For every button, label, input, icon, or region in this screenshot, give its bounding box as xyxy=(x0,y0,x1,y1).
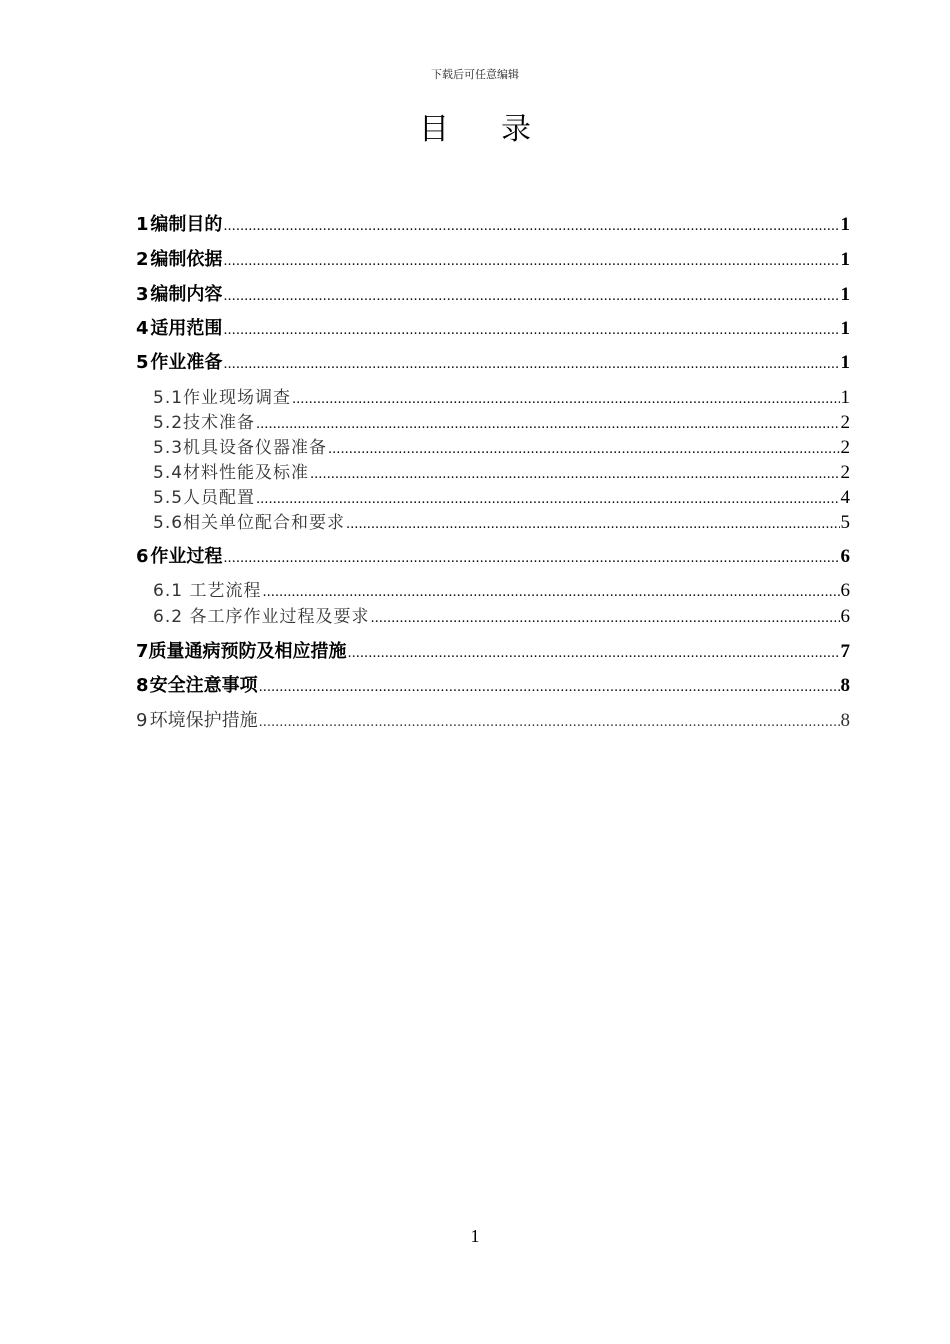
toc-entry-label: 编制依据 xyxy=(150,249,223,270)
toc-entry-5-5[interactable] xyxy=(153,483,850,509)
dot-leader xyxy=(256,492,839,507)
toc-entry-label: 5.4材料性能及标准 xyxy=(153,463,310,483)
toc-entry-page: 1 xyxy=(840,318,850,339)
dot-leader xyxy=(310,467,839,482)
dot-leader xyxy=(262,585,839,600)
dot-leader xyxy=(223,219,839,234)
toc-entry-5-6[interactable] xyxy=(153,508,850,534)
toc-entry-number: 6 xyxy=(136,546,149,567)
title-char-2: 录 xyxy=(501,112,531,147)
toc-entry-page: 2 xyxy=(840,412,850,433)
toc-entry-5-2[interactable] xyxy=(153,408,850,434)
toc-entry-label: 5.2技术准备 xyxy=(153,413,256,433)
toc-entry-3[interactable] xyxy=(136,280,850,306)
toc-entry-number: 5 xyxy=(136,352,149,373)
page-title xyxy=(0,104,950,148)
title-char-1: 目 xyxy=(419,112,449,147)
dot-leader xyxy=(259,680,840,695)
toc-entry-page: 6 xyxy=(840,606,850,627)
toc-entry-page: 1 xyxy=(840,387,850,408)
toc-entry-number: 2 xyxy=(136,249,149,270)
dot-leader xyxy=(328,442,839,457)
dot-leader xyxy=(348,646,840,661)
toc-entry-page: 1 xyxy=(840,352,850,373)
page-number: 1 xyxy=(470,1226,480,1246)
toc-entry-label: 5.1作业现场调查 xyxy=(153,388,292,408)
toc-entry-page: 6 xyxy=(840,580,850,601)
toc-entry-label: 质量通病预防及相应措施 xyxy=(148,641,347,662)
toc-entry-6[interactable] xyxy=(136,542,850,568)
toc-entry-page: 2 xyxy=(840,462,850,483)
dot-leader xyxy=(223,254,839,269)
toc-entry-label: 5.6相关单位配合和要求 xyxy=(153,513,346,533)
toc-entry-6-1[interactable] xyxy=(153,576,850,602)
toc-entry-page: 6 xyxy=(840,546,850,567)
toc-entry-4[interactable] xyxy=(136,314,850,340)
toc-entry-label: 5.5人员配置 xyxy=(153,488,256,508)
toc-entry-page: 8 xyxy=(840,675,850,696)
toc-entry-number: 4 xyxy=(136,318,149,339)
toc-entry-6-2[interactable] xyxy=(153,602,850,628)
header-note: 下载后可任意编辑 xyxy=(431,68,519,81)
toc-entry-8[interactable] xyxy=(136,671,850,697)
toc-entry-5-4[interactable] xyxy=(153,458,850,484)
dot-leader xyxy=(223,357,839,372)
dot-leader xyxy=(370,611,839,626)
dot-leader xyxy=(346,517,839,532)
toc-entry-1[interactable] xyxy=(136,210,850,236)
toc-entry-page: 5 xyxy=(840,512,850,533)
toc-entry-9[interactable] xyxy=(136,706,850,732)
toc-entry-page: 1 xyxy=(840,284,850,305)
toc-entry-5-3[interactable] xyxy=(153,433,850,459)
dot-leader xyxy=(292,392,839,407)
dot-leader xyxy=(256,417,839,432)
toc-entry-page: 2 xyxy=(840,437,850,458)
toc-entry-label: 作业准备 xyxy=(150,352,223,373)
toc-entry-label: 环境保护措施 xyxy=(149,710,258,731)
dot-leader xyxy=(223,289,839,304)
toc-entry-page: 1 xyxy=(840,249,850,270)
toc-entry-label: 6.2 各工序作业过程及要求 xyxy=(153,607,370,627)
toc-entry-page: 8 xyxy=(840,710,850,731)
toc-entry-label: 5.3机具设备仪器准备 xyxy=(153,438,328,458)
dot-leader xyxy=(259,715,840,730)
toc-entry-label: 安全注意事项 xyxy=(149,675,258,696)
toc-entry-label: 6.1 工艺流程 xyxy=(153,581,262,601)
toc-entry-page: 1 xyxy=(840,214,850,235)
toc-entry-number: 7 xyxy=(136,641,149,662)
toc-entry-label: 作业过程 xyxy=(150,546,223,567)
toc-entry-label: 适用范围 xyxy=(150,318,223,339)
toc-entry-5[interactable] xyxy=(136,348,850,374)
dot-leader xyxy=(223,323,839,338)
toc-entry-7[interactable] xyxy=(136,637,850,663)
toc-entry-label: 编制内容 xyxy=(150,284,223,305)
toc-entry-2[interactable] xyxy=(136,245,850,271)
toc-entry-number: 8 xyxy=(136,675,149,696)
toc-entry-5-1[interactable] xyxy=(153,383,850,409)
toc-entry-label: 编制目的 xyxy=(150,214,223,235)
toc-entry-number: 1 xyxy=(136,214,149,235)
toc-entry-page: 7 xyxy=(840,641,850,662)
dot-leader xyxy=(223,551,839,566)
toc-entry-number: 3 xyxy=(136,284,149,305)
toc-entry-page: 4 xyxy=(840,487,850,508)
toc-entry-number: 9 xyxy=(136,710,148,731)
